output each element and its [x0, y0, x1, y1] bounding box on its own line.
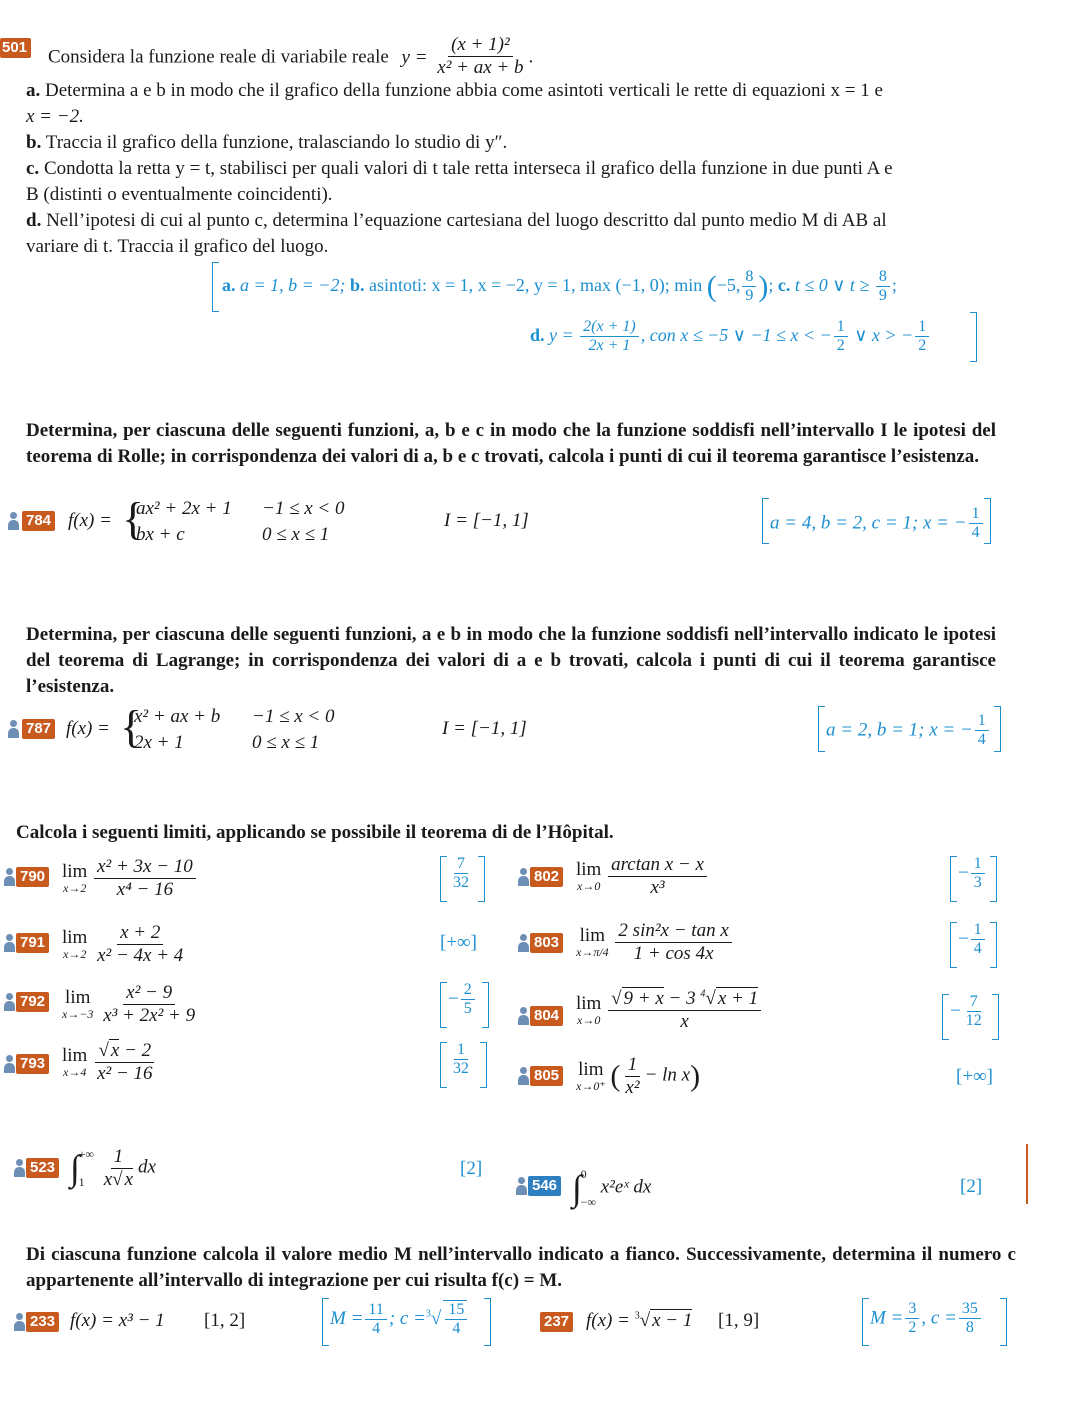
- ans792-bracket-right: [482, 982, 489, 1028]
- ex787-brace: {: [120, 701, 143, 752]
- exercise-number-804: 804: [530, 1006, 563, 1026]
- difficulty-person-icon: [518, 1066, 528, 1086]
- difficulty-person-icon: [4, 933, 14, 953]
- ans790: $\frac{7}{32}$: [453, 855, 469, 892]
- ex501-answer-line1: a. a = 1, b = −2; b. asintoti: x = 1, x = −2, y = 1, max (−1, 0); min (−5, $\frac{8}{9}$ ); c. t ≤ 0 ∨ t ≥ $\frac{8}{9}$ ;: [222, 268, 897, 305]
- ans233: M = $\frac{11}{4}$ ; c =$^3$√ $\frac{15}{4}$: [330, 1300, 469, 1339]
- ans237-bracket-left: [862, 1298, 869, 1346]
- exercise-number-237: 237: [540, 1312, 573, 1332]
- ans523: [2]: [460, 1158, 483, 1179]
- ex501-item-d-line2: variare di t. Traccia il grafico del luogo.: [26, 236, 329, 257]
- integral-523: ∫ +∞ 1 $\frac{1}{x√ x}$ dx: [70, 1145, 156, 1190]
- ans793-bracket-right: [480, 1042, 487, 1088]
- ans802-bracket-right: [990, 856, 997, 902]
- limit-804: lim x→0 $\frac{√ 9 + x - 3 ^4√ x + 1}{x}$: [576, 988, 763, 1033]
- ans792-bracket-left: [440, 982, 447, 1028]
- exercise-number-791: 791: [16, 933, 49, 953]
- difficulty-person-icon: [4, 867, 14, 887]
- ex501-item-a-line1: a. Determina a e b in modo che il grafico della funzione abbia come asintoti verticali le rette di equazioni x = 1 e: [26, 80, 883, 101]
- difficulty-person-icon: [8, 511, 18, 531]
- ex784-cond2: 0 ≤ x ≤ 1: [262, 524, 330, 545]
- exercise-number-523: 523: [26, 1158, 59, 1178]
- exercise-number-792: 792: [16, 992, 49, 1012]
- limit-791: lim x→2 $\frac{x + 2}{\text{x² − 4x + 4}}$: [62, 922, 184, 966]
- ans791: [+∞]: [440, 932, 477, 953]
- ans790-bracket-right: [478, 856, 485, 902]
- ans233-bracket-left: [322, 1298, 329, 1346]
- exercise-number-793: 793: [16, 1054, 49, 1074]
- difficulty-person-icon: [518, 933, 528, 953]
- ans802: − $\frac{1}{3}$: [958, 855, 987, 893]
- ex233-function: f(x) = x³ − 1: [70, 1310, 165, 1331]
- difficulty-person-icon: [4, 992, 14, 1012]
- difficulty-person-icon: [518, 867, 528, 887]
- ex501-item-b: b. Traccia il grafico della funzione, tralasciando lo studio di y″.: [26, 132, 508, 153]
- ex787-lhs: f(x) =: [66, 718, 110, 739]
- ex501-item-c-line1: c. Condotta la retta y = t, stabilisci per quali valori di t tale retta interseca il grafico della funzione in due punti A e: [26, 158, 893, 179]
- limit-792: lim x→−3 $\frac{\text{x² − 9}}{\text{x³ + 2x² + 9}}$: [62, 982, 196, 1026]
- ex787-answer-bracket-left: [818, 706, 825, 752]
- exercise-number-784: 784: [22, 511, 55, 531]
- ex784-interval: I = [−1, 1]: [444, 510, 529, 531]
- ans790-bracket-left: [440, 856, 447, 902]
- ans233-bracket-right: [484, 1298, 491, 1346]
- difficulty-person-icon: [14, 1158, 24, 1178]
- limit-802: lim x→0 $\frac{\text{arctan x − x}}{\text{x³}}$: [576, 854, 709, 899]
- lagrange-instruction: Determina, per ciascuna delle seguenti funzioni, a e b in modo che la funzione soddisfi nell’intervallo indicato le ipotesi del teorema di Lagrange; in corrispondenza dei valori di a e b trovati, calcola i punti di cui il teorema garantisce l’esistenza.: [26, 624, 996, 697]
- margin-marker: [1026, 1144, 1028, 1204]
- mean-value-instruction: Di ciascuna funzione calcola il valore medio M nell’intervallo indicato a fianco. Successivamente, determina il numero c appartenente all’intervallo di integrazione per cui risulta f(c) = M.: [26, 1244, 1016, 1291]
- ex501-answer-bracket-left: [212, 262, 219, 312]
- ex787-cond1: −1 ≤ x < 0: [252, 706, 335, 727]
- exercise-number-802: 802: [530, 867, 563, 887]
- difficulty-person-icon: [516, 1176, 526, 1196]
- ex501-answer-line2: d. y = $\frac{2(x + 1)}{2x + 1}$ , con x ≤ −5 ∨ −1 ≤ x < − $\frac{1}{2}$ ∨ x > − $\frac{1}{2}$: [530, 318, 931, 356]
- ex784-brace: {: [122, 493, 145, 544]
- ex784-cond1: −1 ≤ x < 0: [262, 498, 345, 519]
- ans803-bracket-left: [950, 922, 957, 968]
- difficulty-person-icon: [518, 1006, 528, 1026]
- ex787-answer-bracket-right: [994, 706, 1001, 752]
- ans804-bracket-right: [992, 994, 999, 1040]
- ans237: M = $\frac{3}{2}$ , c = $\frac{35}{8}$: [870, 1300, 983, 1338]
- ex784-answer: a = 4, b = 2, c = 1; x = − $\frac{1}{4}$: [770, 505, 985, 543]
- ex501-item-d-line1: d. Nell’ipotesi di cui al punto c, determina l’equazione cartesiana del luogo descritto dal punto medio M di AB al: [26, 210, 887, 231]
- limit-803: lim x→π/4 $\frac{\text{2 sin²x − tan x}}{1 + \cos 4x}$: [576, 920, 734, 965]
- ex501-function-fraction: $\frac{\text{(x + 1)²}}{\text{x² + ax + b}}$: [437, 34, 524, 78]
- ans805: [+∞]: [956, 1066, 993, 1087]
- integral-546: ∫ 0 −∞ x²eˣ dx: [572, 1167, 652, 1209]
- exercise-number-790: 790: [16, 867, 49, 887]
- exercise-number-805: 805: [530, 1066, 563, 1086]
- ex501-answer-bracket-right: [970, 312, 977, 362]
- ex233-interval: [1, 2]: [204, 1310, 246, 1331]
- ans792: − $\frac{2}{5}$: [448, 981, 477, 1019]
- limits-instruction: Calcola i seguenti limiti, applicando se possibile il teorema di de l’Hôpital.: [16, 822, 614, 843]
- difficulty-person-icon: [14, 1312, 24, 1332]
- ans793: $\frac{1}{32}$: [453, 1041, 469, 1078]
- ans546: [2]: [960, 1176, 983, 1197]
- ex501-item-c-line2: B (distinti o eventualmente coincidenti).: [26, 184, 333, 205]
- ex784-answer-bracket-right: [984, 498, 991, 544]
- limit-805: lim x→0⁺ ( $\frac{1}{\text{x²}}$ − ln x): [576, 1054, 701, 1098]
- exercise-number-803: 803: [530, 933, 563, 953]
- ex784-answer-bracket-left: [762, 498, 769, 544]
- rolle-instruction: Determina, per ciascuna delle seguenti funzioni, a, b e c in modo che la funzione soddisfi nell’intervallo I le ipotesi del teorema di Rolle; in corrispondenza dei valori di a, b e c trovati, calcola i punti di cui il teorema garantisce l’esistenza.: [26, 420, 996, 467]
- ex787-cond2: 0 ≤ x ≤ 1: [252, 732, 320, 753]
- ex787-case2: 2x + 1: [134, 732, 184, 753]
- ans804-bracket-left: [942, 994, 949, 1040]
- limit-790: lim x→2 $\frac{\text{x² + 3x − 10}}{\text{x⁴ − 16}}$: [62, 856, 198, 901]
- difficulty-person-icon: [4, 1054, 14, 1074]
- ex784-lhs: f(x) =: [68, 510, 112, 531]
- ans793-bracket-left: [440, 1042, 447, 1088]
- ex784-case1: ax² + 2x + 1: [136, 498, 232, 519]
- exercise-number-501: 501: [0, 38, 31, 58]
- ex237-function: f(x) = $^3$√ x − 1: [586, 1310, 693, 1331]
- ans803: − $\frac{1}{4}$: [958, 921, 987, 959]
- difficulty-person-icon: [8, 719, 18, 739]
- exercise-number-546: 546: [528, 1176, 561, 1196]
- ans803-bracket-right: [990, 922, 997, 968]
- ex501-intro: Considera la funzione reale di variabile reale y = $\frac{\text{(x + 1)²}}{\text{x² + ax + b}}$ .: [48, 34, 534, 78]
- limit-793: lim x→4 $\frac{√ x - 2}{\text{x² − 16}}$: [62, 1040, 153, 1084]
- ans802-bracket-left: [950, 856, 957, 902]
- ans804: − $\frac{7}{12}$: [950, 993, 982, 1030]
- exercise-number-233: 233: [26, 1312, 59, 1332]
- ex787-answer: a = 2, b = 1; x = − $\frac{1}{4}$: [826, 712, 991, 750]
- ex501-item-a-line2: x = −2.: [26, 106, 84, 127]
- ex784-case2: bx + c: [136, 524, 185, 545]
- ex237-interval: [1, 9]: [718, 1310, 760, 1331]
- exercise-number-787: 787: [22, 719, 55, 739]
- ans237-bracket-right: [1000, 1298, 1007, 1346]
- ex787-interval: I = [−1, 1]: [442, 718, 527, 739]
- ex787-case1: x² + ax + b: [134, 706, 221, 727]
